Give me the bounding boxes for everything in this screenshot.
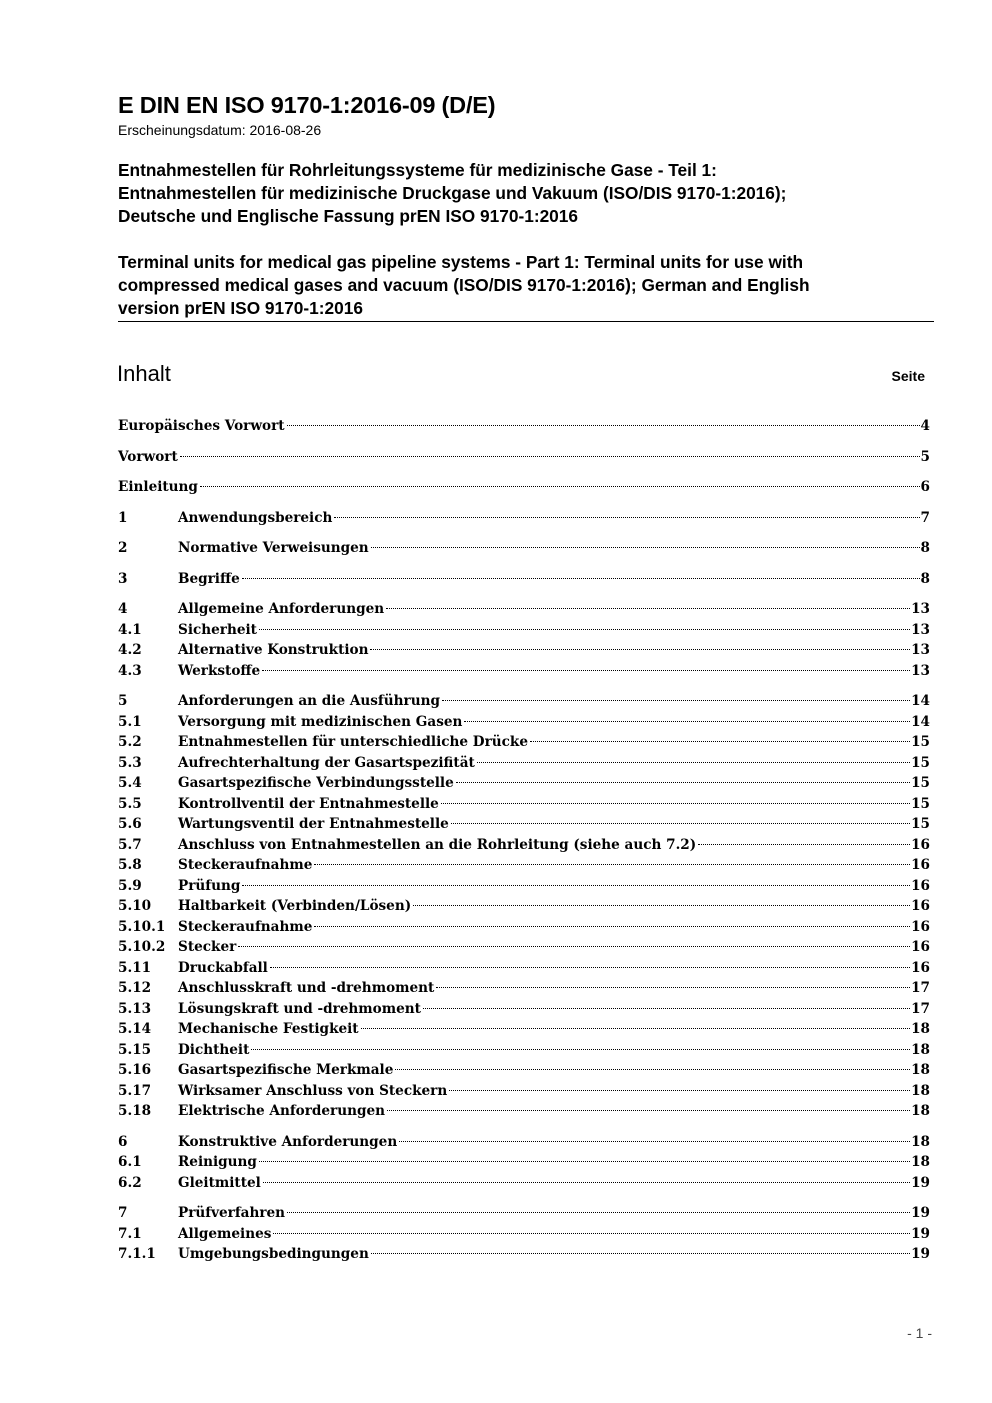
toc-entry-title: Steckeraufnahme xyxy=(178,918,313,935)
toc-entry-title: Haltbarkeit (Verbinden/Lösen) xyxy=(178,898,412,914)
toc-entry-title: Steckeraufnahme xyxy=(178,857,313,873)
toc-entry-number: 5.1 xyxy=(118,713,142,730)
toc-leader-dots xyxy=(436,987,910,988)
toc-entry-page: 16 xyxy=(911,857,930,873)
toc-entry-title: Allgemeine Anforderungen xyxy=(178,601,385,617)
toc-entry-number: 5.7 xyxy=(118,836,142,853)
toc-entry-number: 5.9 xyxy=(118,877,142,894)
toc-entry-number: 7.1 xyxy=(118,1225,142,1242)
toc-entry-title: Europäisches Vorwort xyxy=(118,418,285,434)
toc-leader-dots xyxy=(200,486,920,487)
toc-leader-dots xyxy=(262,670,910,671)
toc-leader-dots xyxy=(314,926,910,927)
toc-leader-dots xyxy=(334,517,919,518)
publication-date: Erscheinungsdatum: 2016-08-26 xyxy=(118,122,322,138)
toc-entry-number: 5.6 xyxy=(118,816,142,832)
toc-entry-number: 5.10 xyxy=(118,898,152,914)
toc-entry[interactable] xyxy=(118,510,930,531)
toc-entry-number: 4.3 xyxy=(118,662,142,679)
toc-entry-title: Reinigung xyxy=(178,1154,257,1170)
title-english-line: Terminal units for medical gas pipeline systems - Part 1: Terminal units for use with xyxy=(118,252,804,272)
toc-entry-page: 19 xyxy=(911,1225,930,1242)
toc-leader-dots xyxy=(423,1008,910,1009)
toc-entry-title: Begriffe xyxy=(178,570,240,587)
toc-entry-title: Druckabfall xyxy=(178,959,268,976)
toc-entry-title: Elektrische Anforderungen xyxy=(178,1103,386,1119)
toc-entry-title: Normative Verweisungen xyxy=(178,540,369,556)
toc-entry-number: 5.15 xyxy=(118,1041,152,1058)
toc-leader-dots xyxy=(387,1110,910,1111)
toc-entry-number: 5.2 xyxy=(118,734,142,750)
toc-entry-title: Gleitmittel xyxy=(178,1174,261,1191)
toc-entry-number: 6 xyxy=(118,1133,128,1150)
toc-entry[interactable] xyxy=(118,622,930,643)
toc-leader-dots xyxy=(273,1233,910,1234)
toc-entry-page: 18 xyxy=(911,1082,930,1099)
toc-entry[interactable] xyxy=(118,960,930,981)
document-id: E DIN EN ISO 9170-1:2016-09 (D/E) xyxy=(118,92,496,118)
toc-entry-number: 5.16 xyxy=(118,1062,152,1078)
toc-entry-title: Anschlusskraft und -drehmoment xyxy=(178,980,435,996)
toc-entry-title: Stecker xyxy=(178,939,237,955)
toc-entry-number: 5.17 xyxy=(118,1082,152,1099)
toc-entry-page: 16 xyxy=(911,898,930,914)
toc-entry-page: 8 xyxy=(920,570,930,587)
toc-leader-dots xyxy=(698,844,910,845)
toc-entry-page: 13 xyxy=(911,662,930,679)
toc-entry[interactable] xyxy=(118,449,930,470)
toc-leader-dots xyxy=(270,967,910,968)
toc-entry-page: 16 xyxy=(911,877,930,894)
toc-leader-dots xyxy=(456,782,910,783)
toc-entry-title: Dichtheit xyxy=(178,1041,250,1058)
toc-leader-dots xyxy=(242,578,920,579)
title-german-line: Entnahmestellen für Rohrleitungssysteme für medizinische Gase - Teil 1: xyxy=(118,160,717,180)
toc-entry-title: Vorwort xyxy=(118,448,178,465)
toc-entry-title: Prüfung xyxy=(178,877,241,894)
toc-entry-page: 15 xyxy=(911,754,930,771)
toc-entry-number: 7 xyxy=(118,1205,128,1221)
toc-entry-page: 17 xyxy=(911,980,930,996)
toc-leader-dots xyxy=(371,1253,910,1254)
toc-entry-page: 15 xyxy=(911,775,930,791)
toc-entry-title: Anforderungen an die Ausführung xyxy=(178,693,440,709)
title-german-line: Entnahmestellen für medizinische Druckgase und Vakuum (ISO/DIS 9170-1:2016); xyxy=(118,183,787,203)
toc-entry-page: 18 xyxy=(911,1021,930,1037)
toc-entry-page: 5 xyxy=(920,448,930,465)
toc-entry-number: 4.1 xyxy=(118,621,142,638)
toc-entry-page: 15 xyxy=(911,795,930,812)
toc-entry-title: Umgebungsbedingungen xyxy=(178,1246,369,1262)
toc-entry[interactable] xyxy=(118,1103,930,1124)
toc-entry-number: 5.8 xyxy=(118,857,142,873)
toc-entry-page: 13 xyxy=(911,601,930,617)
toc-entry[interactable] xyxy=(118,1042,930,1063)
toc-leader-dots xyxy=(386,608,910,609)
toc-entry[interactable] xyxy=(118,816,930,837)
toc-entry[interactable] xyxy=(118,540,930,561)
toc-leader-dots xyxy=(238,946,910,947)
toc-entry-page: 17 xyxy=(911,1000,930,1017)
toc-entry-page: 19 xyxy=(911,1174,930,1191)
toc-entry-title: Wirksamer Anschluss von Steckern xyxy=(178,1082,448,1099)
toc-entry-number: 4.2 xyxy=(118,642,142,658)
toc-entry-page: 16 xyxy=(911,939,930,955)
toc-entry[interactable] xyxy=(118,1175,930,1196)
toc-leader-dots xyxy=(449,1090,910,1091)
toc-leader-dots xyxy=(259,629,910,630)
toc-entry-page: 14 xyxy=(911,713,930,730)
toc-entry-number: 5.5 xyxy=(118,795,142,812)
toc-entry-page: 15 xyxy=(911,816,930,832)
toc-entry-number: 3 xyxy=(118,570,128,587)
toc-entry-page: 19 xyxy=(911,1205,930,1221)
toc-entry-title: Entnahmestellen für unterschiedliche Drücke xyxy=(178,734,528,750)
title-divider xyxy=(118,321,934,322)
toc-entry-title: Wartungsventil der Entnahmestelle xyxy=(178,816,449,832)
toc-entry[interactable] xyxy=(118,837,930,858)
toc-entry-title: Anwendungsbereich xyxy=(178,509,333,526)
toc-entry[interactable] xyxy=(118,857,930,878)
toc-entry-number: 5.10.1 xyxy=(118,918,166,935)
title-english-line: version prEN ISO 9170-1:2016 xyxy=(118,298,363,318)
toc-entry[interactable] xyxy=(118,919,930,940)
toc-entry-number: 4 xyxy=(118,601,128,617)
toc-entry[interactable] xyxy=(118,1083,930,1104)
toc-entry-title: Alternative Konstruktion xyxy=(178,642,369,658)
toc-entry-number: 5.4 xyxy=(118,775,142,791)
toc-entry[interactable] xyxy=(118,1246,930,1267)
toc-leader-dots xyxy=(395,1069,910,1070)
toc-leader-dots xyxy=(263,1182,910,1183)
toc-entry-title: Allgemeines xyxy=(178,1225,272,1242)
toc-entry[interactable] xyxy=(118,1001,930,1022)
toc-entry-title: Lösungskraft und -drehmoment xyxy=(178,1000,421,1017)
toc-entry-title: Gasartspezifische Merkmale xyxy=(178,1062,394,1078)
toc-leader-dots xyxy=(180,456,920,457)
toc-leader-dots xyxy=(371,547,920,548)
toc-leader-dots xyxy=(287,1212,910,1213)
toc-leader-dots xyxy=(361,1028,911,1029)
toc-entry-page: 7 xyxy=(920,509,930,526)
toc-page-label: Seite xyxy=(891,368,925,384)
toc-entry-number: 5.3 xyxy=(118,754,142,771)
toc-entry[interactable] xyxy=(118,796,930,817)
toc-entry-title: Sicherheit xyxy=(178,621,257,638)
toc-leader-dots xyxy=(287,425,920,426)
toc-entry[interactable] xyxy=(118,1062,930,1083)
toc-entry[interactable] xyxy=(118,1154,930,1175)
toc-entry-title: Kontrollventil der Entnahmestelle xyxy=(178,795,439,812)
toc-entry[interactable] xyxy=(118,1205,930,1226)
toc-leader-dots xyxy=(413,905,910,906)
title-german-line: Deutsche und Englische Fassung prEN ISO 9170-1:2016 xyxy=(118,206,579,226)
toc-leader-dots xyxy=(442,700,910,701)
toc-entry-page: 16 xyxy=(911,836,930,853)
toc-leader-dots xyxy=(451,823,910,824)
toc-heading: Inhalt xyxy=(117,361,171,386)
toc-entry[interactable] xyxy=(118,1226,930,1247)
title-english xyxy=(118,251,938,320)
toc-entry-number: 5.12 xyxy=(118,980,152,996)
toc-entry-title: Versorgung mit medizinischen Gasen xyxy=(178,713,463,730)
toc-entry-page: 18 xyxy=(911,1154,930,1170)
toc-entry-number: 6.2 xyxy=(118,1174,142,1191)
title-english-line: compressed medical gases and vacuum (ISO/DIS 9170-1:2016); German and English xyxy=(118,275,810,295)
toc-entry-number: 5.11 xyxy=(118,959,152,976)
toc-entry-page: 4 xyxy=(920,418,930,434)
toc-entry[interactable] xyxy=(118,734,930,755)
title-german xyxy=(118,159,938,228)
toc-entry-page: 18 xyxy=(911,1041,930,1058)
toc-leader-dots xyxy=(251,1049,910,1050)
toc-leader-dots xyxy=(464,721,910,722)
toc-leader-dots xyxy=(370,649,910,650)
toc-entry-title: Anschluss von Entnahmestellen an die Rohrleitung (siehe auch 7.2) xyxy=(178,836,697,853)
toc-entry-page: 18 xyxy=(911,1062,930,1078)
toc-entry-page: 18 xyxy=(911,1133,930,1150)
toc-entry-page: 13 xyxy=(911,642,930,658)
toc-entry[interactable] xyxy=(118,1134,930,1155)
toc-entry-number: 2 xyxy=(118,540,128,556)
toc-entry-number: 5.18 xyxy=(118,1103,152,1119)
toc-leader-dots xyxy=(530,741,910,742)
toc-entry[interactable] xyxy=(118,775,930,796)
toc-entry-title: Einleitung xyxy=(118,479,198,495)
toc-entry[interactable] xyxy=(118,980,930,1001)
toc-entry-number: 7.1.1 xyxy=(118,1246,156,1262)
toc-entry-page: 18 xyxy=(911,1103,930,1119)
toc-entry[interactable] xyxy=(118,939,930,960)
toc-entry-page: 6 xyxy=(920,479,930,495)
toc-entry-page: 13 xyxy=(911,621,930,638)
toc-entry[interactable] xyxy=(118,663,930,684)
toc-entry[interactable] xyxy=(118,571,930,592)
toc-entry[interactable] xyxy=(118,755,930,776)
toc-entry-number: 5 xyxy=(118,693,128,709)
toc-entry-title: Mechanische Festigkeit xyxy=(178,1021,359,1037)
toc-entry-title: Werkstoffe xyxy=(178,662,261,679)
page-number: - 1 - xyxy=(907,1325,932,1341)
toc-entry-page: 19 xyxy=(911,1246,930,1262)
toc-entry-number: 5.10.2 xyxy=(118,939,166,955)
toc-entry-number: 5.13 xyxy=(118,1000,152,1017)
toc-entry[interactable] xyxy=(118,693,930,714)
toc-entry-number: 5.14 xyxy=(118,1021,152,1037)
toc-entry-page: 16 xyxy=(911,918,930,935)
toc-entry[interactable] xyxy=(118,418,930,439)
toc-entry-page: 14 xyxy=(911,693,930,709)
toc-entry-number: 6.1 xyxy=(118,1154,142,1170)
toc-entry[interactable] xyxy=(118,878,930,899)
toc-entry[interactable] xyxy=(118,1021,930,1042)
toc-entry[interactable] xyxy=(118,601,930,622)
toc-leader-dots xyxy=(399,1141,910,1142)
toc-leader-dots xyxy=(259,1161,910,1162)
toc-leader-dots xyxy=(477,762,910,763)
toc-entry[interactable] xyxy=(118,714,930,735)
toc-entry-page: 16 xyxy=(911,959,930,976)
toc-leader-dots xyxy=(441,803,910,804)
toc-entry-title: Konstruktive Anforderungen xyxy=(178,1133,398,1150)
toc-leader-dots xyxy=(314,864,910,865)
toc-entry-page: 8 xyxy=(920,540,930,556)
table-of-contents xyxy=(118,418,930,1267)
toc-entry-title: Prüfverfahren xyxy=(178,1205,286,1221)
toc-entry[interactable] xyxy=(118,898,930,919)
toc-leader-dots xyxy=(242,885,910,886)
toc-entry-title: Aufrechterhaltung der Gasartspezifität xyxy=(178,754,475,771)
toc-entry[interactable] xyxy=(118,642,930,663)
toc-entry[interactable] xyxy=(118,479,930,500)
toc-entry-number: 1 xyxy=(118,509,128,526)
toc-entry-title: Gasartspezifische Verbindungsstelle xyxy=(178,775,454,791)
toc-entry-page: 15 xyxy=(911,734,930,750)
